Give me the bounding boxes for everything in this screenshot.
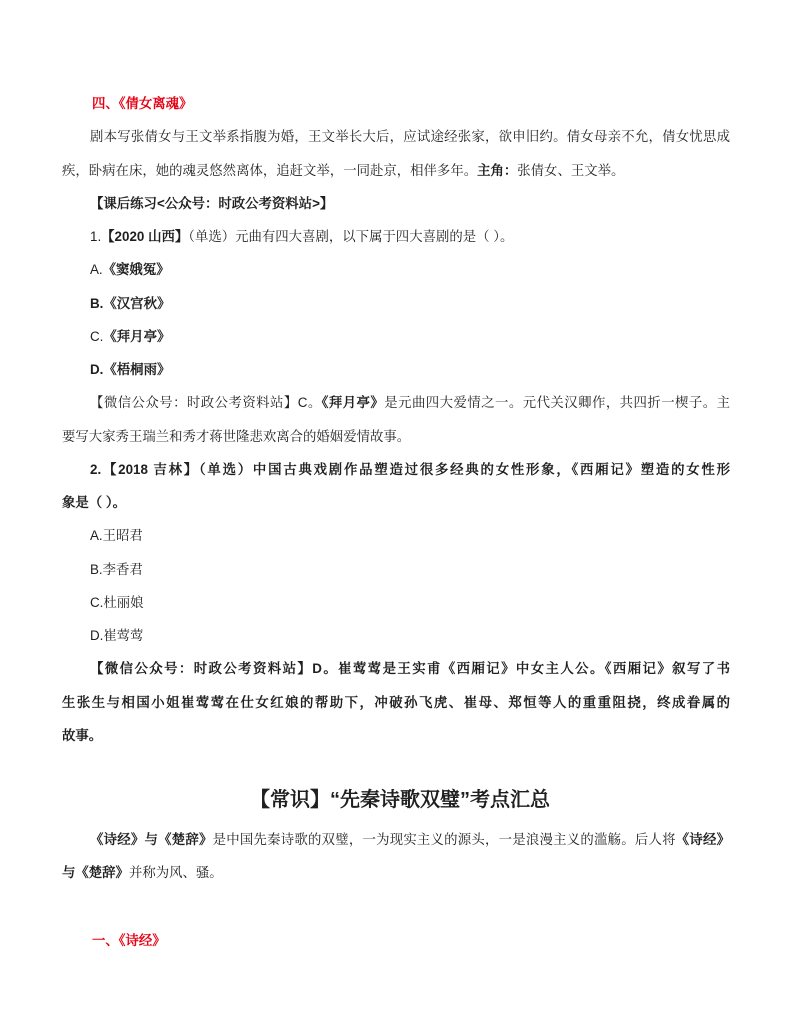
synopsis-text: 疾，卧病在床，她的魂灵悠然离体，追赶文举，一同赴京，相伴多年。 <box>62 162 478 178</box>
answer-1-line <box>62 386 730 419</box>
synopsis-line <box>62 154 730 187</box>
question-2-stem: 象是（ ）。 <box>62 495 126 510</box>
answer-1-line: 要写大家秀王瑞兰和秀才蒋世隆悲欢离合的婚姻爱情故事。 <box>62 428 411 444</box>
knowledge-heading: 【常识】“先秦诗歌双璧”考点汇总 <box>250 789 550 811</box>
option-d: D.崔莺莺 <box>90 628 144 643</box>
section-title-shijing: 一、《诗经》 <box>92 932 166 948</box>
question-source: 【2020 山西】 <box>101 229 189 244</box>
answer-2-line: 故事。 <box>62 727 103 743</box>
option-a <box>62 253 730 286</box>
option-key: B. <box>90 295 104 311</box>
question-text: （单选）元曲有四大喜剧，以下属于四大喜剧的是（ ）。 <box>188 229 514 244</box>
answer-text: 是元曲四大爱情之一。元代关汉卿作，共四折一楔子。主 <box>384 395 730 411</box>
option-key: D. <box>90 362 104 377</box>
option-text: 《窦娥冤》 <box>102 262 170 278</box>
option-d <box>62 353 730 386</box>
lead-role-label: 主角： <box>477 162 518 178</box>
answer-2-line: 生张生与相国小姐崔莺莺在仕女红娘的帮助下，冲破孙飞虎、崔母、郑恒等人的重重阻挠，终成眷属的 <box>62 694 730 710</box>
intro-text: 是中国先秦诗歌的双璧，一为现实主义的源头，一是浪漫主义的滥觞。后人将 <box>212 832 676 847</box>
option-text: 《拜月亭》 <box>103 328 171 344</box>
intro-line <box>62 823 730 856</box>
synopsis-line: 剧本写张倩女与王文举系指腹为婚，王文举长大后，应试途经张家，欲申旧约。倩女母亲不允，倩女忧思成 <box>90 129 730 145</box>
option-key: A. <box>90 262 103 278</box>
option-b: B.李香君 <box>90 561 143 577</box>
section-title-qiannv-lihun: 四、《倩女离魂》 <box>92 96 193 111</box>
intro-line <box>62 856 730 889</box>
option-c: C.杜丽娘 <box>90 594 144 610</box>
exercise-header: 【课后练习<公众号：时政公考资料站>】 <box>90 195 334 211</box>
question-2-stem: 2.【2018 吉林】（单选）中国古典戏剧作品塑造过很多经典的女性形象，《西厢记》塑造的女性形 <box>90 461 730 477</box>
intro-lead: 与《楚辞》 <box>62 865 129 881</box>
answer-prefix: 【微信公众号：时政公考资料站】C。 <box>90 395 322 411</box>
option-text: 《梧桐雨》 <box>103 362 171 377</box>
option-key: C. <box>90 328 104 344</box>
lead-roles: 张倩女、王文举。 <box>517 162 625 178</box>
intro-lead: 《诗经》与《楚辞》 <box>90 832 213 847</box>
question-1-stem <box>62 220 730 253</box>
answer-2-line: 【微信公众号：时政公考资料站】D。崔莺莺是王实甫《西厢记》中女主人公。《西厢记》叙写了书 <box>90 661 730 677</box>
option-c <box>62 320 730 353</box>
option-b <box>62 287 730 320</box>
question-number: 1. <box>90 229 102 244</box>
option-text: 《汉宫秋》 <box>103 295 171 311</box>
answer-work-title: 《拜月亭》 <box>321 395 385 411</box>
intro-text: 并称为风、骚。 <box>128 865 223 881</box>
option-a: A.王昭君 <box>90 528 143 544</box>
intro-end: 《诗经》 <box>675 832 731 847</box>
